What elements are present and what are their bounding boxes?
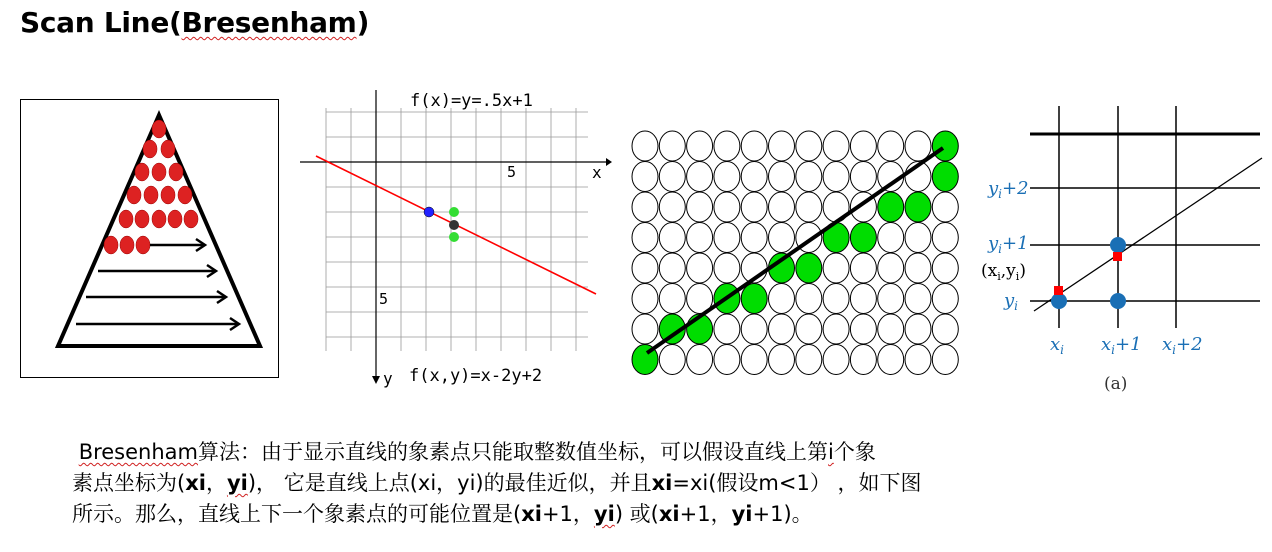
- label-yi: $y_i$: [1004, 290, 1019, 313]
- pixel: [796, 192, 822, 222]
- pixel: [850, 253, 876, 283]
- pixel: [714, 345, 740, 375]
- pixel: [687, 131, 713, 161]
- pixel: [932, 223, 958, 253]
- pixel: [769, 131, 795, 161]
- chosen-pixel: [424, 207, 434, 217]
- pixel: [714, 223, 740, 253]
- filled-pixel-dot: [119, 210, 133, 228]
- y-tick-5: 5: [379, 290, 389, 308]
- pixel: [714, 253, 740, 283]
- filled-pixel-dot: [136, 236, 150, 254]
- pixel: [659, 223, 685, 253]
- description-paragraph: [72, 437, 1152, 530]
- pixel: [741, 223, 767, 253]
- equation-top: f(x)=y=.5x+1: [410, 91, 533, 111]
- filled-pixel-dot: [135, 163, 149, 181]
- x-tick-5: 5: [507, 163, 517, 181]
- pixel: [878, 253, 904, 283]
- filled-pixel-dot: [168, 210, 182, 228]
- label-xi: $x_i$: [1050, 334, 1064, 357]
- pixel: [850, 162, 876, 192]
- pixel: [905, 284, 931, 314]
- filled-pixel-dot: [152, 120, 166, 138]
- pixel: [769, 162, 795, 192]
- decision-diagram-figure: [982, 100, 1272, 400]
- lit-pixel: [741, 284, 767, 314]
- grid-lines: [326, 108, 588, 351]
- filled-pixel-dot: [127, 186, 141, 204]
- midpoint-marker: [449, 220, 459, 230]
- pixel: [878, 284, 904, 314]
- label-yi1: $y_i+1$: [988, 233, 1029, 256]
- pixel: [659, 131, 685, 161]
- pixel: [632, 223, 658, 253]
- pixel: [659, 162, 685, 192]
- pixel: [632, 253, 658, 283]
- pixel: [850, 284, 876, 314]
- pixel: [632, 284, 658, 314]
- filled-pixel-dot: [104, 236, 118, 254]
- pixel: [741, 314, 767, 344]
- title-suffix: ): [356, 6, 370, 39]
- pixel: [850, 131, 876, 161]
- filled-pixel-dot: [144, 186, 158, 204]
- pixel: [659, 345, 685, 375]
- pixel: [796, 314, 822, 344]
- pixel: [769, 192, 795, 222]
- candidate-pixel-upper: [449, 207, 459, 217]
- filled-pixel-dot: [135, 210, 149, 228]
- y-axis-arrow: [372, 376, 380, 384]
- pixel-grid-figure: [630, 128, 962, 378]
- y-axis-label: y: [383, 369, 393, 388]
- filled-pixel-dot: [152, 163, 166, 181]
- point-label: $(x_i,y_i)$: [981, 261, 1026, 283]
- pixel: [769, 284, 795, 314]
- pixel: [769, 345, 795, 375]
- lit-pixel: [850, 223, 876, 253]
- filled-pixel-dot: [178, 186, 192, 204]
- pixel: [905, 253, 931, 283]
- pixel: [823, 131, 849, 161]
- pixel: [687, 223, 713, 253]
- pixel: [741, 162, 767, 192]
- filled-pixel-dot: [169, 163, 183, 181]
- pixel: [741, 131, 767, 161]
- label-xi1: $x_i+1$: [1101, 334, 1142, 357]
- pixel-xi: [1054, 286, 1063, 295]
- pixel: [769, 223, 795, 253]
- pixel: [905, 131, 931, 161]
- sloped-line: [1034, 158, 1262, 311]
- pixel: [878, 131, 904, 161]
- pixel: [932, 314, 958, 344]
- pixel: [932, 253, 958, 283]
- filled-pixel-dot: [120, 236, 134, 254]
- candidate-pixel-lower: [449, 232, 459, 242]
- filled-pixel-dot: [184, 210, 198, 228]
- lit-pixel: [796, 253, 822, 283]
- lit-pixel: [905, 192, 931, 222]
- pixel: [687, 192, 713, 222]
- x-axis-arrow: [606, 158, 612, 166]
- node-xi1-yi1: [1110, 237, 1126, 253]
- line-grid-figure: [300, 86, 620, 396]
- pixel: [850, 314, 876, 344]
- pixel: [932, 345, 958, 375]
- page-title: [20, 6, 369, 39]
- pixel: [741, 192, 767, 222]
- pixel: [878, 314, 904, 344]
- filled-pixel-dot: [143, 140, 157, 158]
- pixel: [823, 162, 849, 192]
- node-xi1-yi: [1110, 293, 1126, 309]
- pixel: [823, 253, 849, 283]
- pixel: [823, 314, 849, 344]
- label-xi2: $x_i+2$: [1162, 334, 1203, 357]
- pixel: [632, 192, 658, 222]
- pixel: [632, 162, 658, 192]
- pixel: [714, 192, 740, 222]
- lit-pixel: [932, 131, 958, 161]
- pixel: [932, 284, 958, 314]
- paragraph-line-1: Bresenham算法：由于显示直线的象素点只能取整数值坐标，可以假设直线上第i个象: [78, 440, 876, 464]
- pixel: [659, 253, 685, 283]
- pixel: [823, 345, 849, 375]
- filled-pixel-dot: [161, 186, 175, 204]
- pixel: [796, 345, 822, 375]
- pixel: [687, 345, 713, 375]
- pixel-xi1: [1113, 252, 1122, 261]
- pixel: [659, 284, 685, 314]
- triangle-scanline-figure: [20, 99, 280, 379]
- pixel: [741, 345, 767, 375]
- pixel: [823, 284, 849, 314]
- pixel: [796, 284, 822, 314]
- lit-pixel: [878, 192, 904, 222]
- filled-pixel-dot: [161, 140, 175, 158]
- label-yi2: $y_i+2$: [988, 178, 1029, 201]
- pixel: [714, 162, 740, 192]
- node-xi-yi: [1051, 293, 1067, 309]
- figure-caption: (a): [1104, 374, 1128, 394]
- pixel: [687, 162, 713, 192]
- title-prefix: Scan Line(: [20, 6, 182, 39]
- pixel: [850, 345, 876, 375]
- pixel: [659, 192, 685, 222]
- pixel: [632, 131, 658, 161]
- pixel: [796, 131, 822, 161]
- pixel: [769, 314, 795, 344]
- pixel: [905, 314, 931, 344]
- filled-pixel-dot: [152, 210, 166, 228]
- pixel: [687, 253, 713, 283]
- pixel: [878, 345, 904, 375]
- lit-pixel: [932, 162, 958, 192]
- pixel: [714, 131, 740, 161]
- x-axis-label: x: [592, 163, 602, 182]
- pixel: [905, 345, 931, 375]
- title-bresenham: Bresenham: [181, 6, 357, 39]
- pixel: [714, 314, 740, 344]
- pixel: [905, 223, 931, 253]
- pixel: [932, 192, 958, 222]
- paragraph-line-3: 所示。那么，直线上下一个象素点的可能位置是(xi+1，yi) 或(xi+1，yi+1)。: [72, 502, 813, 526]
- paragraph-line-2: 素点坐标为(xi，yi)， 它是直线上点(xi，yi)的最佳近似，并且xi=xi(假设m<1） ，如下图: [72, 471, 922, 495]
- pixel: [878, 223, 904, 253]
- equation-bottom: f(x,y)=x-2y+2: [409, 366, 543, 386]
- pixel: [632, 314, 658, 344]
- pixel: [796, 162, 822, 192]
